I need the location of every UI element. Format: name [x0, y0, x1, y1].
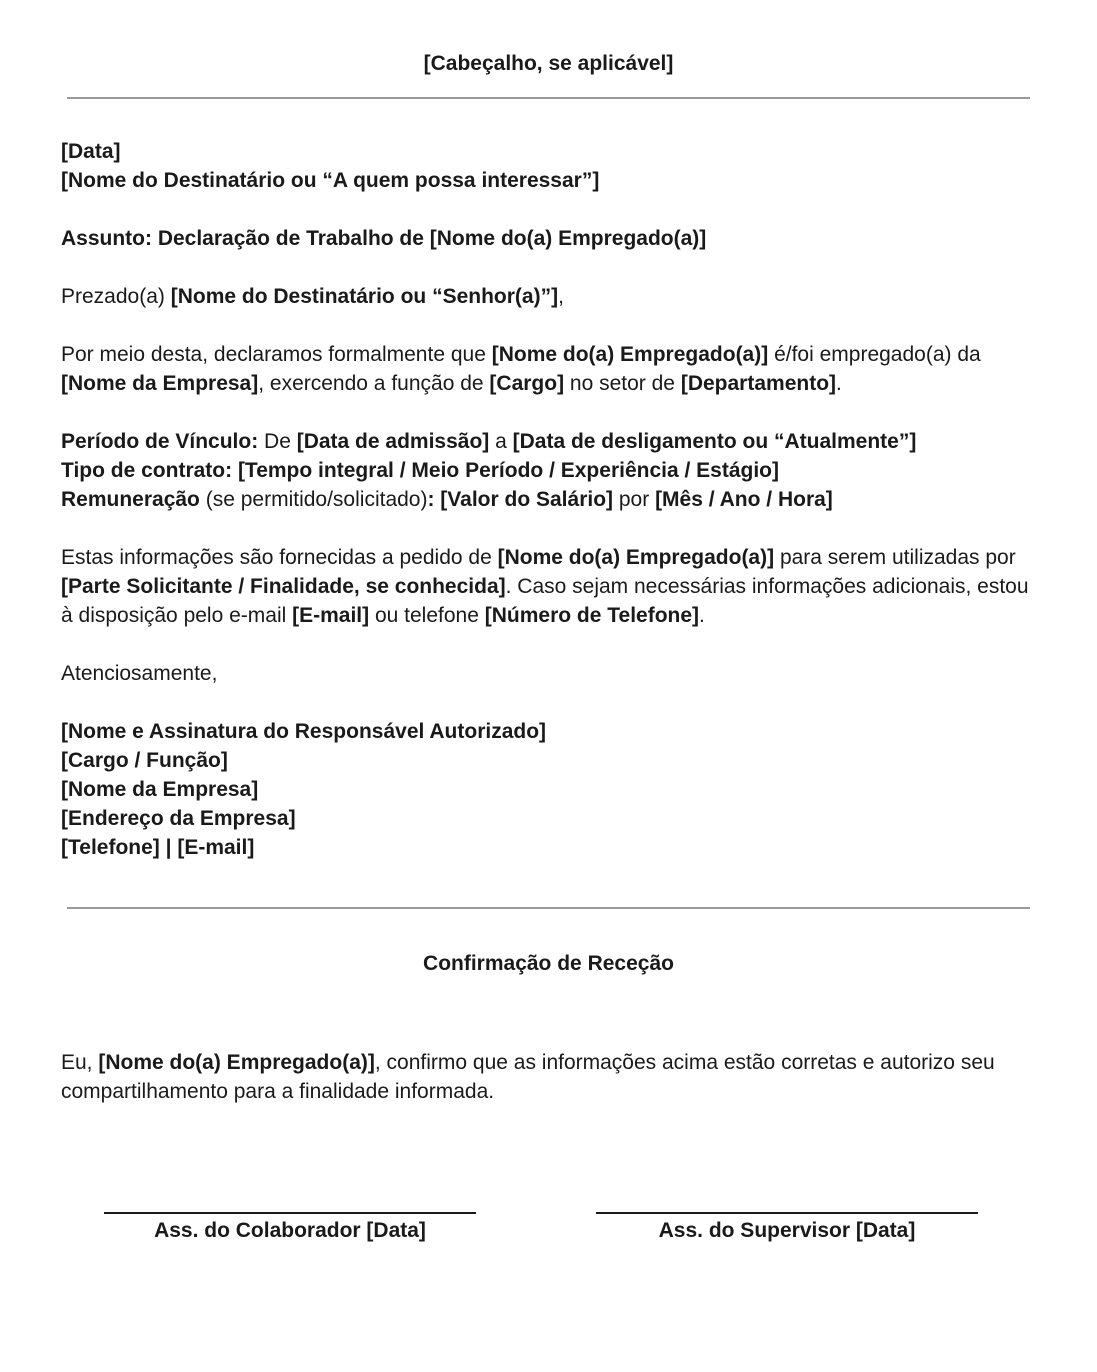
company-name: [Nome da Empresa] — [61, 778, 259, 801]
letter-date: [Data] — [61, 140, 121, 163]
letter-subject: Assunto: Declaração de Trabalho de [Nome do(a) Empregado(a)] — [61, 227, 707, 250]
paragraph-purpose: Estas informações são fornecidas a pedido de [Nome do(a) Empregado(a)] para serem utilizadas por [Parte Solicitante / Finalidade, se conhecida]. Caso sejam necessárias informações adicionais, estou à disposição pelo e-mail [E-mail] ou telefone [Número de Telefone]. — [61, 546, 1029, 627]
salutation: Prezado(a) [Nome do Destinatário ou “Senhor(a)”], — [61, 285, 564, 308]
letter-recipient: [Nome do Destinatário ou “A quem possa interessar”] — [61, 169, 600, 192]
employment-period: Período de Vínculo: De [Data de admissão] a [Data de desligamento ou “Atualmente”] — [61, 430, 917, 453]
section-divider — [67, 907, 1030, 909]
company-address: [Endereço da Empresa] — [61, 807, 296, 830]
header-divider — [67, 97, 1030, 99]
collaborator-signature-label: Ass. do Colaborador [Data] — [154, 1219, 426, 1242]
contract-type: Tipo de contrato: [Tempo integral / Meio Período / Experiência / Estágio] — [61, 459, 779, 482]
closing: Atenciosamente, — [61, 662, 218, 685]
signer-name: [Nome e Assinatura do Responsável Autorizado] — [61, 720, 547, 743]
document-header: [Cabeçalho, se aplicável] — [423, 52, 674, 75]
paragraph-declaration: Por meio desta, declaramos formalmente que [Nome do(a) Empregado(a)] é/foi empregado(a) da [Nome da Empresa], exercendo a função de [Cargo] no setor de [Departamento]. — [61, 343, 981, 395]
supervisor-signature-line — [596, 1212, 978, 1214]
signer-role: [Cargo / Função] — [61, 749, 228, 772]
confirmation-text: Eu, [Nome do(a) Empregado(a)], confirmo que as informações acima estão corretas e autorizo seu compartilhamento para a finalidade informada. — [61, 1051, 995, 1103]
collaborator-signature — [104, 1212, 476, 1244]
confirmation-body — [61, 1048, 1041, 1106]
supervisor-signature — [596, 1212, 978, 1244]
confirmation-title: Confirmação de Receção — [423, 952, 674, 975]
letter-body — [61, 137, 1041, 862]
supervisor-signature-label: Ass. do Supervisor [Data] — [658, 1219, 916, 1242]
collaborator-signature-line — [104, 1212, 476, 1214]
remuneration: Remuneração (se permitido/solicitado): [Valor do Salário] por [Mês / Ano / Hora] — [61, 488, 833, 511]
company-contact: [Telefone] | [E-mail] — [61, 836, 255, 859]
